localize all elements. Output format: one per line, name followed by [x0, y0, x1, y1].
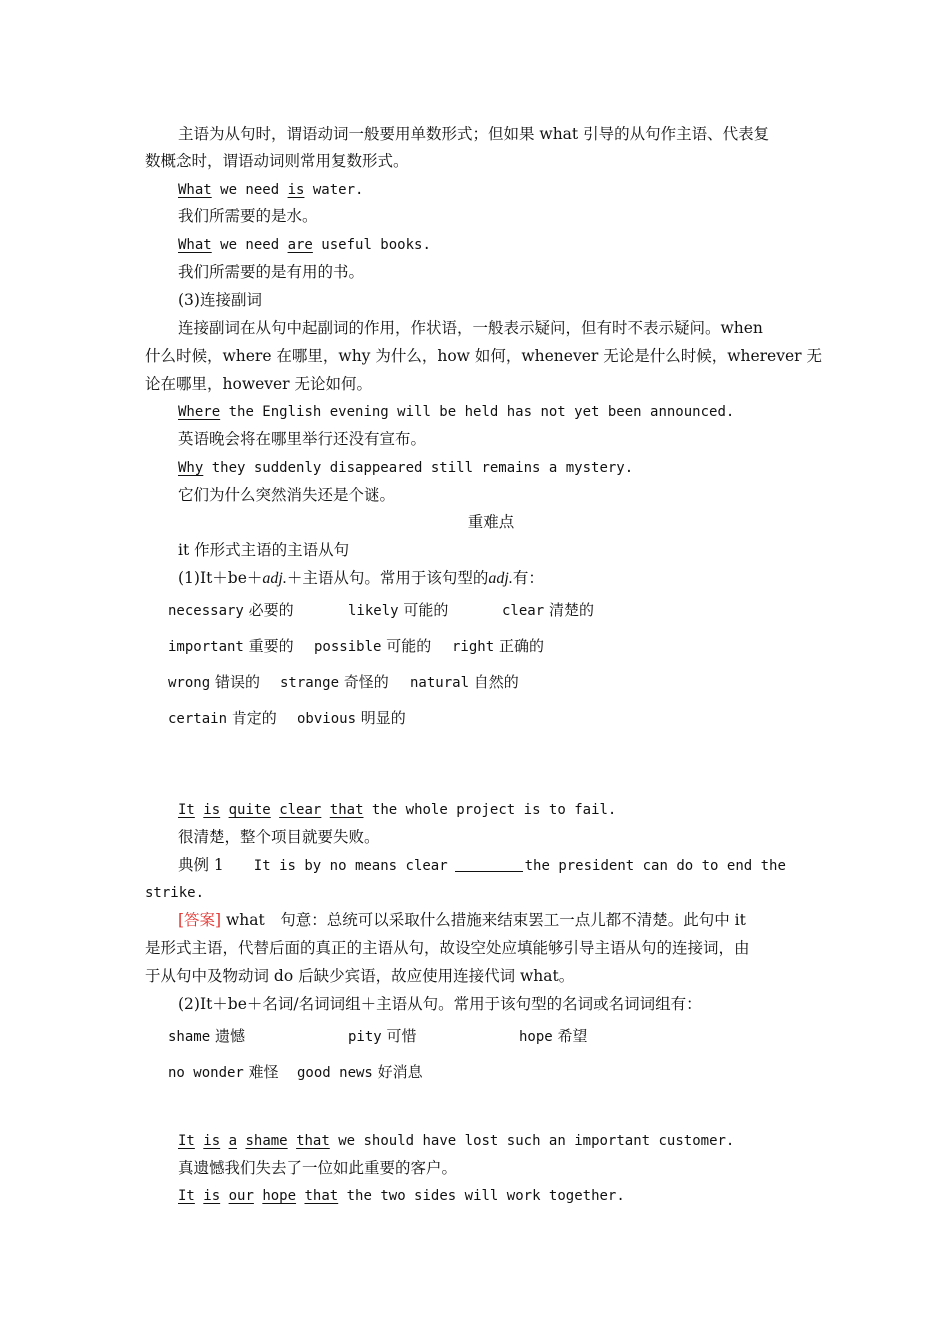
underlined-word: What [178, 237, 212, 253]
vocab-cn: 可能的 [386, 637, 432, 655]
vocab-item [168, 708, 277, 729]
vocab-item [519, 1026, 588, 1047]
vocab-en: wrong [168, 675, 211, 691]
underlined-word: that [304, 1188, 339, 1204]
underlined-word: It [178, 802, 195, 818]
vocab-en: possible [314, 639, 382, 655]
example-question [178, 855, 807, 876]
answer-line [178, 910, 807, 930]
text: the president can do to end the [524, 858, 786, 874]
underlined-word: is [203, 1133, 221, 1149]
underlined-word: clear [279, 802, 322, 818]
vocab-item [297, 708, 406, 729]
text: useful books. [312, 237, 431, 253]
translation: 它们为什么突然消失还是个谜。 [178, 486, 396, 504]
answer-line: 于从句中及物动词 do 后缺少宾语，故应使用连接代词 what。 [145, 967, 575, 985]
vocab-item [452, 636, 544, 657]
italic-term: adj. [262, 570, 287, 587]
vocab-cn: 明显的 [360, 709, 406, 727]
example-question-cont: strike. [145, 885, 205, 901]
answer-tag: [答案] [178, 911, 222, 929]
example-sentence [178, 1131, 807, 1151]
vocab-cn: 难怪 [248, 1063, 279, 1081]
text: the English evening will be held has not yet been announced. [220, 404, 735, 420]
underlined-word: Why [178, 460, 204, 476]
vocab-en: natural [410, 675, 470, 691]
vocab-item [297, 1062, 423, 1083]
rule-line: (2)It＋be＋名词/名词词组＋主语从句。常用于该句型的名词或名词词组有： [178, 995, 702, 1013]
text: 有： [512, 569, 544, 587]
text: what 句意：总统可以采取什么措施来结束罢工一点儿都不清楚。此句中 it [221, 911, 746, 929]
vocab-en: good news [297, 1065, 373, 1081]
vocab-cn: 希望 [557, 1027, 588, 1045]
vocab-item [168, 636, 294, 657]
text: (1)It＋be＋ [178, 569, 263, 587]
vocab-en: certain [168, 711, 228, 727]
vocab-item [348, 600, 448, 621]
underlined-word: What [178, 182, 212, 198]
underlined-word: a [228, 1133, 238, 1149]
vocab-en: strange [280, 675, 340, 691]
example-sentence [178, 458, 807, 478]
vocab-en: clear [502, 603, 545, 619]
underlined-word: our [228, 1188, 254, 1204]
para-line: 论在哪里，however 无论如何。 [145, 375, 373, 393]
vocab-item [314, 636, 431, 657]
translation: 我们所需要的是水。 [178, 207, 318, 225]
rule-line [178, 568, 807, 589]
vocab-cn: 肯定的 [231, 709, 277, 727]
vocab-en: shame [168, 1029, 211, 1045]
subheading: it 作形式主语的主语从句 [178, 541, 350, 559]
vocab-en: likely [348, 603, 399, 619]
vocab-item [168, 1062, 279, 1083]
example-label: 典例 1 [178, 856, 224, 874]
section-label: (3)连接副词 [178, 291, 262, 309]
underlined-word: quite [228, 802, 271, 818]
vocab-en: necessary [168, 603, 244, 619]
text: ＋主语从句。常用于该句型的 [286, 569, 489, 587]
vocab-item [168, 672, 260, 693]
vocab-cn: 必要的 [248, 601, 294, 619]
vocab-cn: 好消息 [377, 1063, 423, 1081]
text: It is by no means clear [253, 858, 448, 874]
example-sentence [178, 800, 807, 820]
text: the two sides will work together. [338, 1188, 625, 1204]
underlined-word: shame [245, 1133, 288, 1149]
translation: 我们所需要的是有用的书。 [178, 263, 365, 281]
vocab-cn: 清楚的 [548, 601, 594, 619]
translation: 英语晚会将在哪里举行还没有宣布。 [178, 430, 427, 448]
vocab-item [168, 600, 294, 621]
vocab-en: no wonder [168, 1065, 244, 1081]
text: they suddenly disappeared still remains a mystery. [203, 460, 634, 476]
translation: 很清楚，整个项目就要失败。 [178, 828, 380, 846]
underlined-word: that [296, 1133, 330, 1149]
example-sentence [178, 235, 807, 255]
underlined-word: is [203, 802, 221, 818]
vocab-item [280, 672, 389, 693]
underlined-word: hope [262, 1188, 297, 1204]
vocab-en: right [452, 639, 495, 655]
para-line: 数概念时，谓语动词则常用复数形式。 [145, 152, 409, 170]
answer-line: 是形式主语，代替后面的真正的主语从句，故设空处应填能够引导主语从句的连接词，由 [145, 939, 750, 957]
answer-blank [455, 857, 523, 872]
text: the whole project is to fail. [363, 802, 617, 818]
vocab-en: obvious [297, 711, 357, 727]
vocab-cn: 遗憾 [214, 1027, 245, 1045]
underlined-word: is [203, 1188, 221, 1204]
vocab-en: important [168, 639, 244, 655]
vocab-cn: 可惜 [386, 1027, 417, 1045]
italic-term: adj. [488, 570, 513, 587]
text: we need [211, 237, 288, 253]
underlined-word: Where [178, 404, 221, 420]
text: water. [304, 182, 364, 198]
vocab-en: pity [348, 1029, 382, 1045]
example-sentence [178, 180, 807, 200]
example-sentence [178, 402, 807, 422]
para-line: 什么时候，where 在哪里，why 为什么，how 如何，whenever 无论是什么时候，wherever 无 [145, 347, 822, 365]
vocab-cn: 可能的 [403, 601, 449, 619]
section-heading: 重难点 [467, 513, 515, 531]
underlined-word: is [287, 182, 305, 198]
vocab-cn: 奇怪的 [343, 673, 389, 691]
underlined-word: that [329, 802, 364, 818]
vocab-en: hope [519, 1029, 553, 1045]
vocab-item [410, 672, 519, 693]
vocab-cn: 正确的 [498, 637, 544, 655]
vocab-cn: 错误的 [214, 673, 260, 691]
text: we need [211, 182, 288, 198]
vocab-cn: 重要的 [248, 637, 294, 655]
vocab-item [168, 1026, 245, 1047]
vocab-item [502, 600, 594, 621]
translation: 真遗憾我们失去了一位如此重要的客户。 [178, 1159, 458, 1177]
para-line: 连接副词在从句中起副词的作用，作状语，一般表示疑问，但有时不表示疑问。when [178, 319, 763, 337]
underlined-word: are [287, 237, 313, 253]
para-line: 主语为从句时，谓语动词一般要用单数形式；但如果 what 引导的从句作主语、代表复 [178, 125, 770, 143]
example-sentence [178, 1186, 807, 1206]
text: we should have lost such an important customer. [329, 1133, 735, 1149]
underlined-word: It [178, 1133, 195, 1149]
vocab-cn: 自然的 [473, 673, 519, 691]
underlined-word: It [178, 1188, 195, 1204]
vocab-item [348, 1026, 417, 1047]
